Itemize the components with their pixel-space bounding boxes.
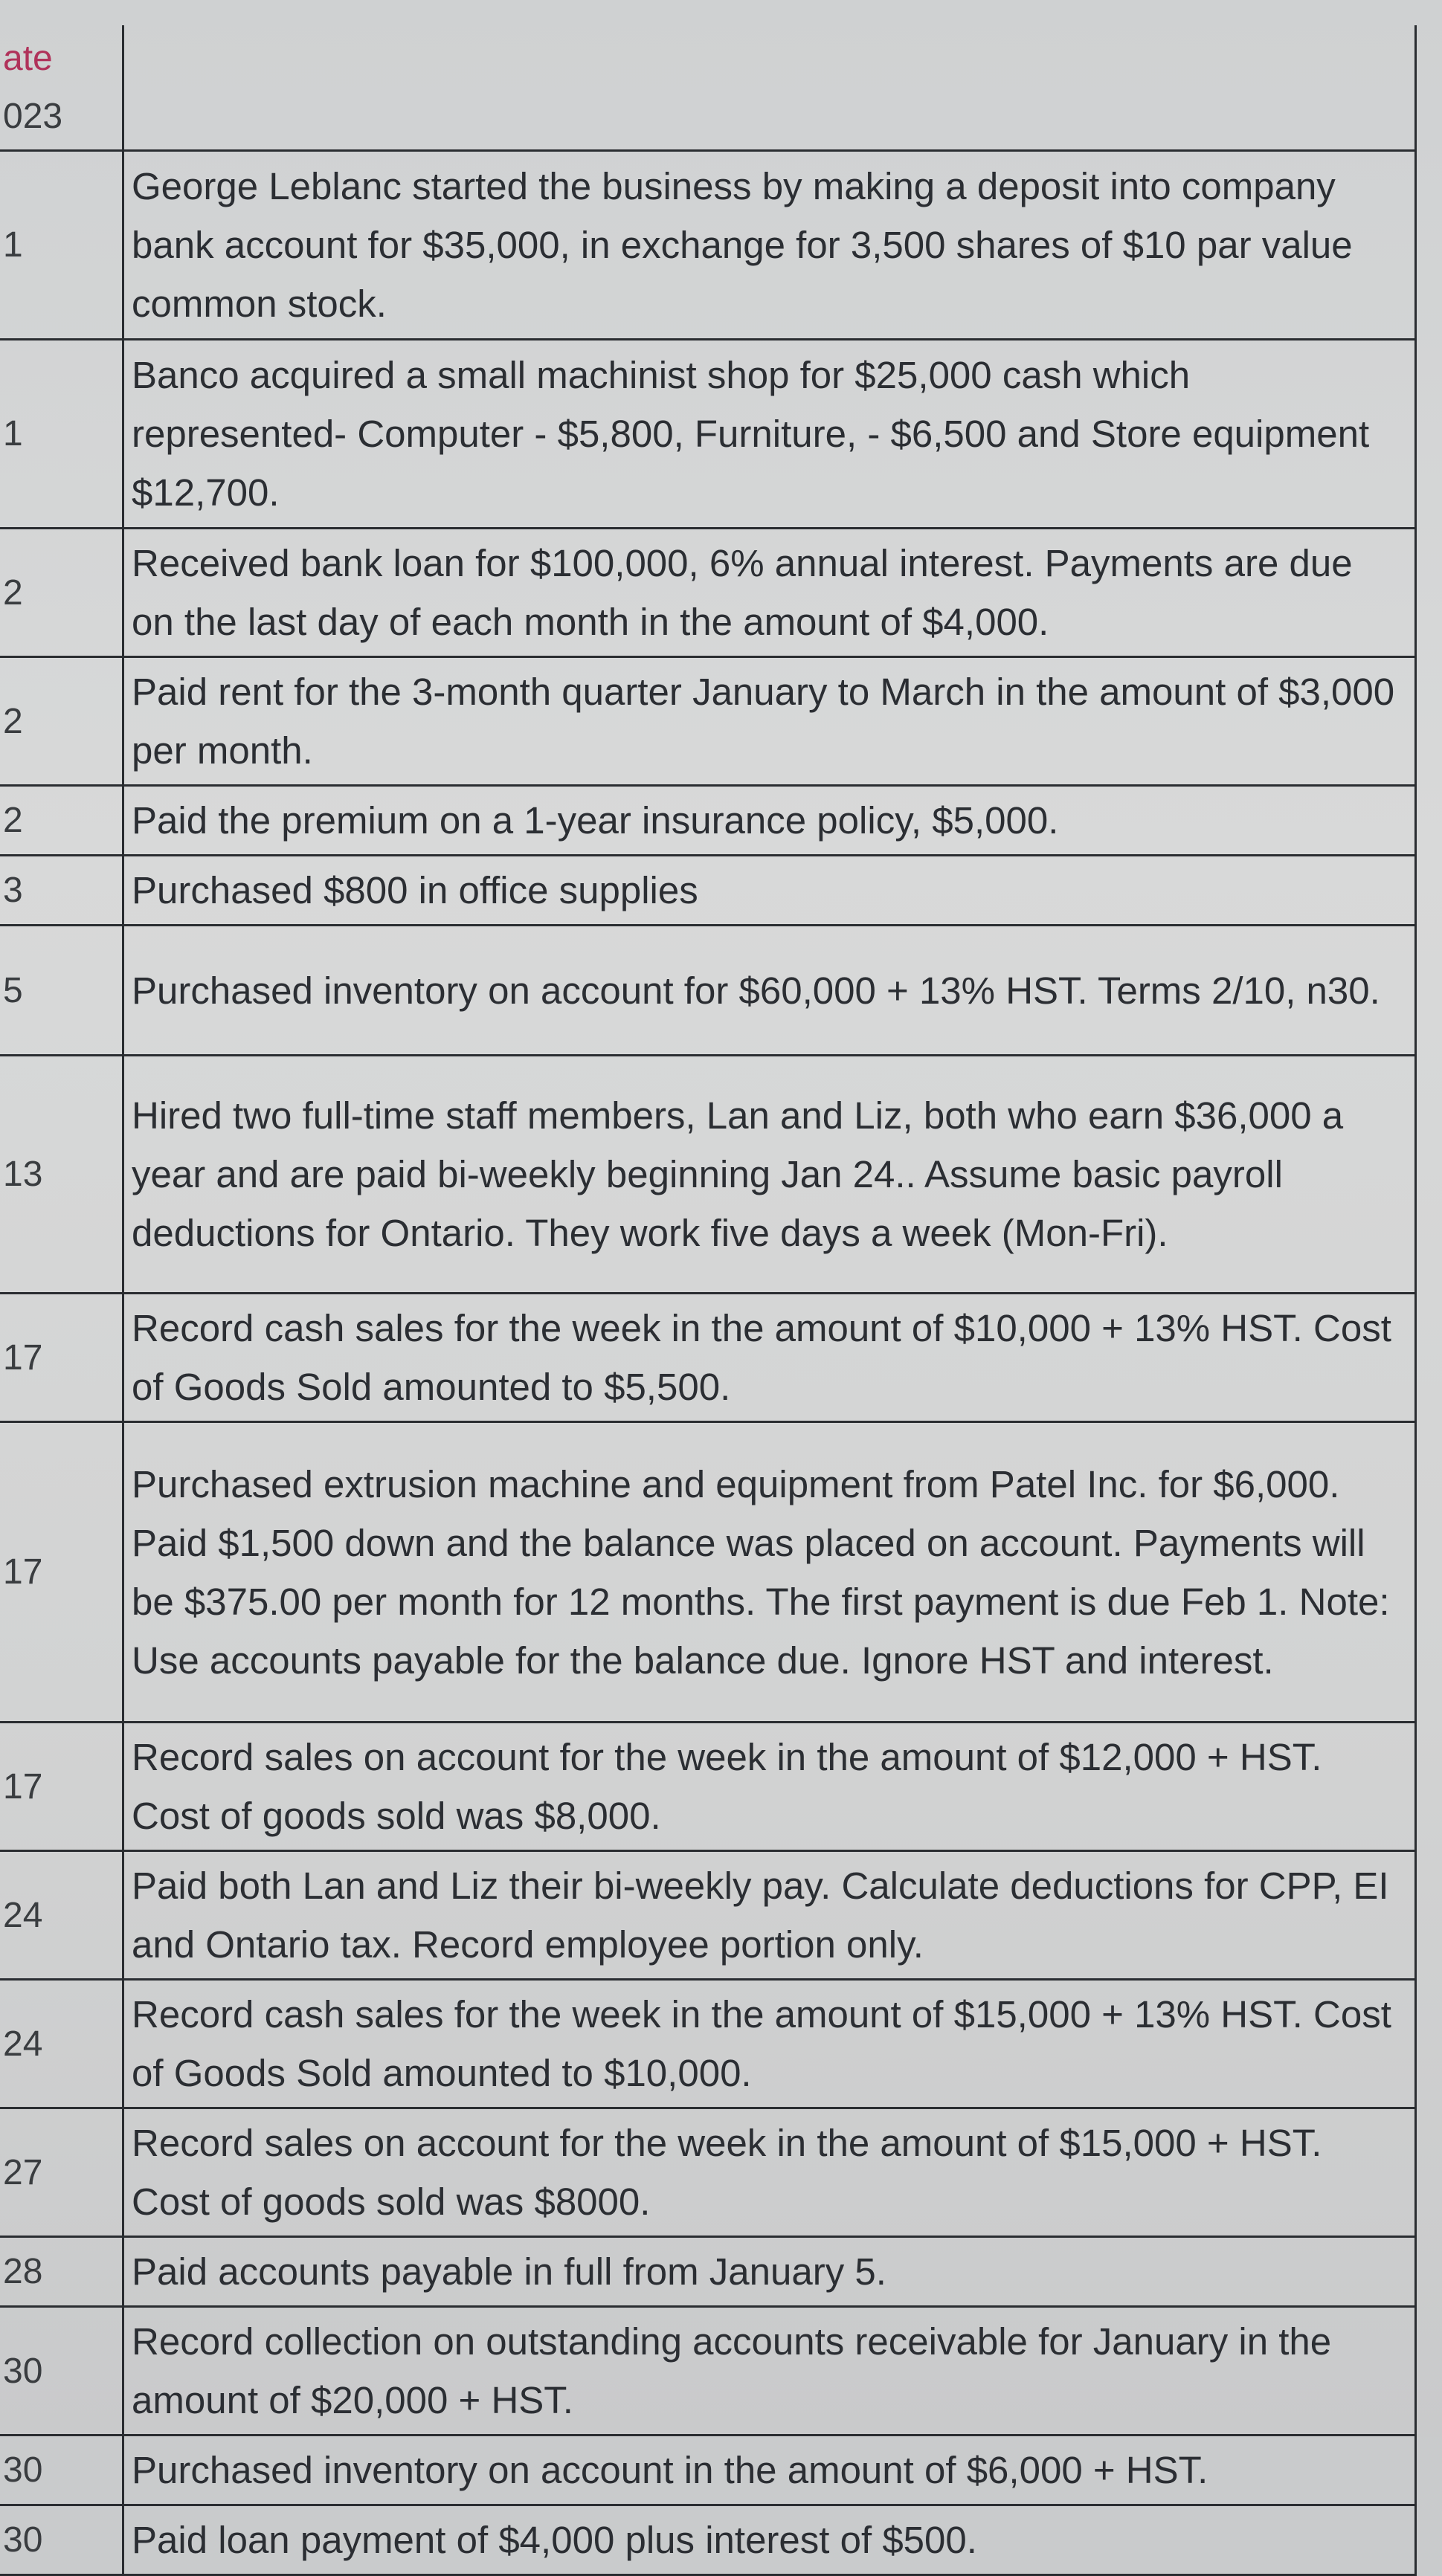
row-description: Paid the premium on a 1-year insurance policy, $5,000.	[123, 786, 1416, 856]
row-description: Purchased $800 in office supplies	[123, 856, 1416, 926]
row-date: 17	[0, 1422, 123, 1723]
description-header	[123, 25, 1416, 151]
row-date: 24	[0, 1980, 123, 2108]
table-row	[0, 1056, 1416, 1294]
row-description: Record collection on outstanding accounts receivable for January in the amount of $20,000 + HST.	[123, 2307, 1416, 2435]
table-row	[0, 1980, 1416, 2108]
row-date: 27	[0, 2108, 123, 2237]
table-row	[0, 786, 1416, 856]
table-row	[0, 2108, 1416, 2237]
table-row	[0, 926, 1416, 1056]
row-date: 17	[0, 1294, 123, 1422]
year-header-label: 023	[3, 97, 63, 136]
row-date: 30	[0, 2505, 123, 2575]
table-row	[0, 1723, 1416, 1851]
row-description: Paid both Lan and Liz their bi-weekly pay. Calculate deductions for CPP, EI and Ontario tax. Record employee portion only.	[123, 1851, 1416, 1980]
header-row	[0, 25, 1416, 151]
row-description: Banco acquired a small machinist shop for $25,000 cash which represented- Computer - $5,800, Furniture, - $6,500 and Store equipment $12,700.	[123, 340, 1416, 529]
row-description: Record cash sales for the week in the amount of $10,000 + 13% HST. Cost of Goods Sold amounted to $5,500.	[123, 1294, 1416, 1422]
row-date: 17	[0, 1723, 123, 1851]
row-date: 13	[0, 1056, 123, 1294]
date-header-label: ate	[3, 39, 53, 78]
row-date: 2	[0, 657, 123, 786]
row-description: Record sales on account for the week in the amount of $12,000 + HST. Cost of goods sold was $8,000.	[123, 1723, 1416, 1851]
table-row	[0, 1422, 1416, 1723]
row-date: 30	[0, 2435, 123, 2505]
row-description: Purchased inventory on account in the amount of $6,000 + HST.	[123, 2435, 1416, 2505]
table-row	[0, 2505, 1416, 2575]
row-date: 2	[0, 786, 123, 856]
row-description: Paid accounts payable in full from January 5.	[123, 2237, 1416, 2307]
transactions-table	[0, 25, 1417, 2576]
row-date: 30	[0, 2307, 123, 2435]
table-row	[0, 657, 1416, 786]
row-description: Paid loan payment of $4,000 plus interest of $500.	[123, 2505, 1416, 2575]
date-header	[0, 25, 123, 151]
row-description: Purchased extrusion machine and equipment from Patel Inc. for $6,000. Paid $1,500 down and the balance was placed on account. Payments will be $375.00 per month for 12 months. The first payment is due Feb 1. Note: Use accounts payable for the balance due. Ignore HST and interest.	[123, 1422, 1416, 1723]
row-description: Record cash sales for the week in the amount of $15,000 + 13% HST. Cost of Goods Sold amounted to $10,000.	[123, 1980, 1416, 2108]
table-row	[0, 151, 1416, 340]
row-description: Paid rent for the 3-month quarter January to March in the amount of $3,000 per month.	[123, 657, 1416, 786]
row-date: 28	[0, 2237, 123, 2307]
row-description: Received bank loan for $100,000, 6% annual interest. Payments are due on the last day of each month in the amount of $4,000.	[123, 529, 1416, 657]
table-row	[0, 1851, 1416, 1980]
row-date: 1	[0, 151, 123, 340]
row-description: Hired two full-time staff members, Lan and Liz, both who earn $36,000 a year and are paid bi-weekly beginning Jan 24.. Assume basic payroll deductions for Ontario. They work five days a week (Mon-Fri).	[123, 1056, 1416, 1294]
row-description: Record sales on account for the week in the amount of $15,000 + HST. Cost of goods sold was $8000.	[123, 2108, 1416, 2237]
table-row	[0, 2435, 1416, 2505]
row-description: Purchased inventory on account for $60,000 + 13% HST. Terms 2/10, n30.	[123, 926, 1416, 1056]
row-date: 2	[0, 529, 123, 657]
row-date: 3	[0, 856, 123, 926]
table-row	[0, 2237, 1416, 2307]
table-row	[0, 856, 1416, 926]
row-date: 5	[0, 926, 123, 1056]
row-date: 24	[0, 1851, 123, 1980]
table-row	[0, 2307, 1416, 2435]
row-date: 1	[0, 340, 123, 529]
table-row	[0, 340, 1416, 529]
table-row	[0, 1294, 1416, 1422]
table-row	[0, 529, 1416, 657]
row-description: George Leblanc started the business by making a deposit into company bank account for $35,000, in exchange for 3,500 shares of $10 par value common stock.	[123, 151, 1416, 340]
